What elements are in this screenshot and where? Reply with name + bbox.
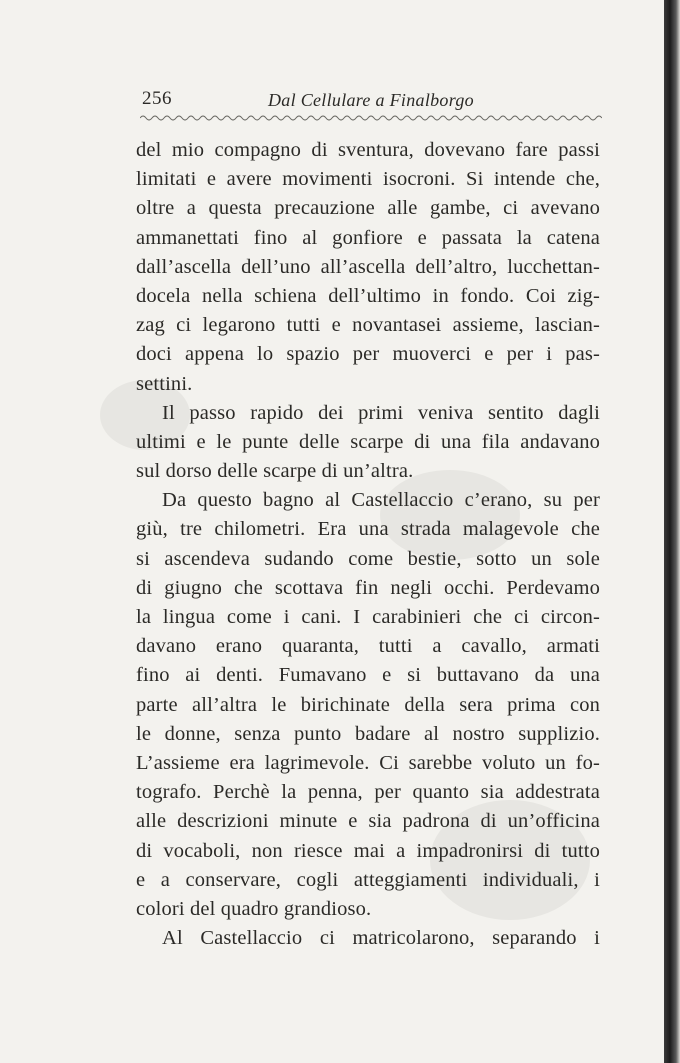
text-line: si ascendeva sudando come bestie, sotto un sole [136, 547, 600, 570]
text-line: L’assieme era lagrimevole. Ci sarebbe voluto un fo- [136, 751, 600, 774]
running-title: Dal Cellulare a Finalborgo [268, 90, 474, 110]
text-line: ammanettati fino al gonfiore e passata la catena [136, 226, 600, 249]
body-text [136, 136, 600, 953]
text-line: tografo. Perchè la penna, per quanto sia addestrata [136, 781, 600, 804]
text-line: zag ci legarono tutti e novantasei assieme, lascian- [136, 314, 600, 337]
text-line: sul dorso delle scarpe di un’altra. [136, 460, 414, 483]
text-line: ultimi e le punte delle scarpe di una fila andavano [136, 430, 600, 453]
text-line: Al Castellaccio ci matricolarono, separando i [162, 927, 600, 950]
header-rule-ornament [140, 113, 602, 123]
text-line: doci appena lo spazio per muoverci e per i pas- [136, 343, 600, 366]
text-line: settini. [136, 372, 193, 395]
text-line: del mio compagno di sventura, dovevano fare passi [136, 139, 600, 161]
text-line: oltre a questa precauzione alle gambe, ci avevano [136, 197, 600, 220]
page-edge-shadow [664, 0, 680, 1063]
text-line: limitati e avere movimenti isocroni. Si intende che, [136, 168, 600, 191]
text-line: davano erano quaranta, tutti a cavallo, armati [136, 635, 600, 658]
text-line: la lingua come i cani. I carabinieri che ci circon- [136, 606, 600, 628]
text-line: Il passo rapido dei primi veniva sentito dagli [162, 401, 600, 424]
text-line: di giugno che scottava fin negli occhi. Perdevamo [136, 576, 600, 599]
page-header [140, 88, 602, 112]
text-line: e a conservare, cogli atteggiamenti individuali, i [136, 868, 600, 891]
text-line: le donne, senza punto badare al nostro supplizio. [136, 722, 600, 745]
text-line: dall’ascella dell’uno all’ascella dell’altro, lucchettan- [136, 255, 600, 278]
text-line: di vocaboli, non riesce mai a impadronirsi di tutto [136, 839, 600, 862]
text-line: parte all’altra le birichinate della sera prima con [136, 693, 600, 716]
text-line: Da questo bagno al Castellaccio c’erano, su per [162, 489, 600, 512]
page-number: 256 [142, 88, 172, 109]
text-line: giù, tre chilometri. Era una strada malagevole che [136, 518, 600, 541]
text-line: fino ai denti. Fumavano e si buttavano da una [136, 664, 600, 687]
text-line: colori del quadro grandioso. [136, 897, 372, 920]
text-line: docela nella schiena dell’ultimo in fondo. Coi zig- [136, 284, 600, 307]
text-line: alle descrizioni minute e sia padrona di un’officina [136, 810, 600, 833]
